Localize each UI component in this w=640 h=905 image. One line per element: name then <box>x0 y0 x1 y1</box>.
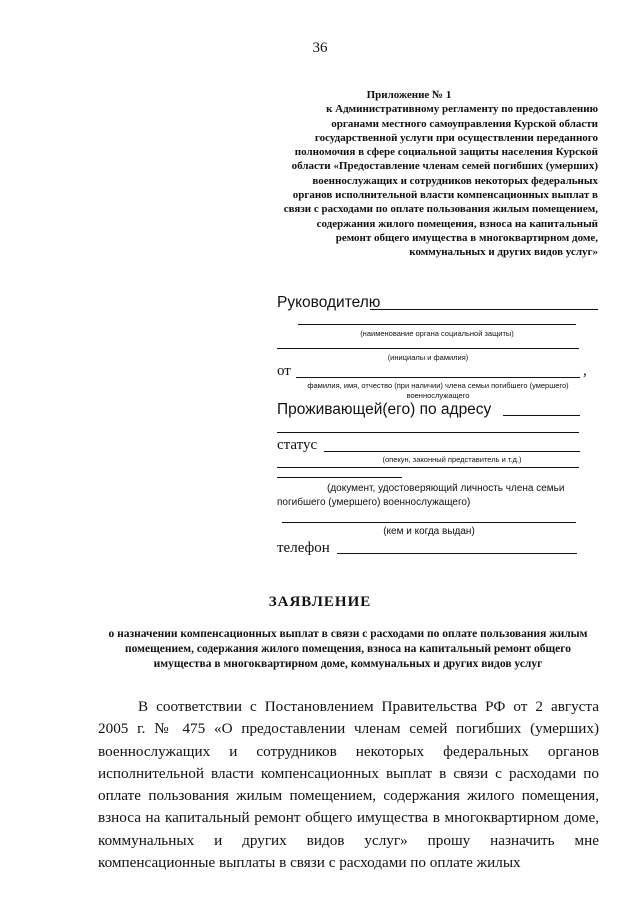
appendix-block <box>280 88 598 260</box>
address-line-1[interactable] <box>503 415 580 416</box>
from-caption: фамилия, имя, отчество (при наличии) члена семьи погибшего (умершего) военнослужащего <box>307 381 569 400</box>
initials-line[interactable] <box>277 348 579 349</box>
status-line[interactable] <box>324 451 580 452</box>
initials-caption: (инициалы и фамилия) <box>387 353 469 362</box>
page-number: 36 <box>312 40 328 56</box>
head-org-line[interactable] <box>298 324 576 325</box>
address-line-2[interactable] <box>277 432 579 433</box>
issued-caption: (кем и когда выдан) <box>383 526 475 537</box>
statement-body: В соответствии с Постановлением Правительства РФ от 2 августа 2005 г. № 475 «О предоставлении членам семей погибших (умерших) военнослужащих и сотрудников некоторых федеральных органов исполнительной власти компенсационных выплат в связи с расходами по оплате пользования жилым помещением, содержания жилого помещения, взноса на капитальный ремонт общего имущества в многоквартирном доме, коммунальных и других видов услуг» прошу назначить мне компенсационные выплаты в связи с расходами по оплате жилых <box>98 698 599 872</box>
head-caption: (наименование органа социальной защиты) <box>360 329 514 338</box>
appendix-title: Приложение № 1 <box>366 89 452 101</box>
statement-subject: о назначении компенсационных выплат в связи с расходами по оплате пользования жилым помещением, содержания жилого помещения, взноса на капитальный ремонт общего имущества в многоквартирном доме, коммунальных и других видов услуг <box>108 628 588 670</box>
from-comma: , <box>583 363 587 379</box>
phone-line[interactable] <box>337 553 577 554</box>
document-line-1[interactable] <box>277 467 579 468</box>
head-label: Руководителю <box>277 294 381 311</box>
document-caption: (документ, удостоверяющий личность члена семьи погибшего (умершего) военнослужащего) <box>277 483 565 508</box>
status-caption: (опекун, законный представитель и т.д.) <box>382 455 522 464</box>
address-label: Проживающей(его) по адресу <box>277 401 492 418</box>
from-label: от <box>277 363 291 379</box>
document-line-2[interactable] <box>277 477 402 478</box>
issued-line[interactable] <box>282 522 576 523</box>
statement-title: ЗАЯВЛЕНИЕ <box>268 594 372 610</box>
head-line[interactable] <box>370 309 598 310</box>
phone-label: телефон <box>277 540 330 556</box>
appendix-text: к Административному регламенту по предоставлению органами местного самоуправления Курской области государственной услуги при осуществлении переданного полномочия в сфере социальной защиты населения Курской области «Предоставление членам семей погибших (умерших) военнослужащих и сотрудников некоторых федеральных органов исполнительной власти компенсационных выплат в связи с расходами по оплате пользования жилым помещением, содержания жилого помещения, взноса на капитальный ремонт общего имущества в многоквартирном доме, коммунальных и других видов услуг» <box>283 103 598 259</box>
status-label: статус <box>277 437 318 453</box>
from-line[interactable] <box>296 377 580 378</box>
